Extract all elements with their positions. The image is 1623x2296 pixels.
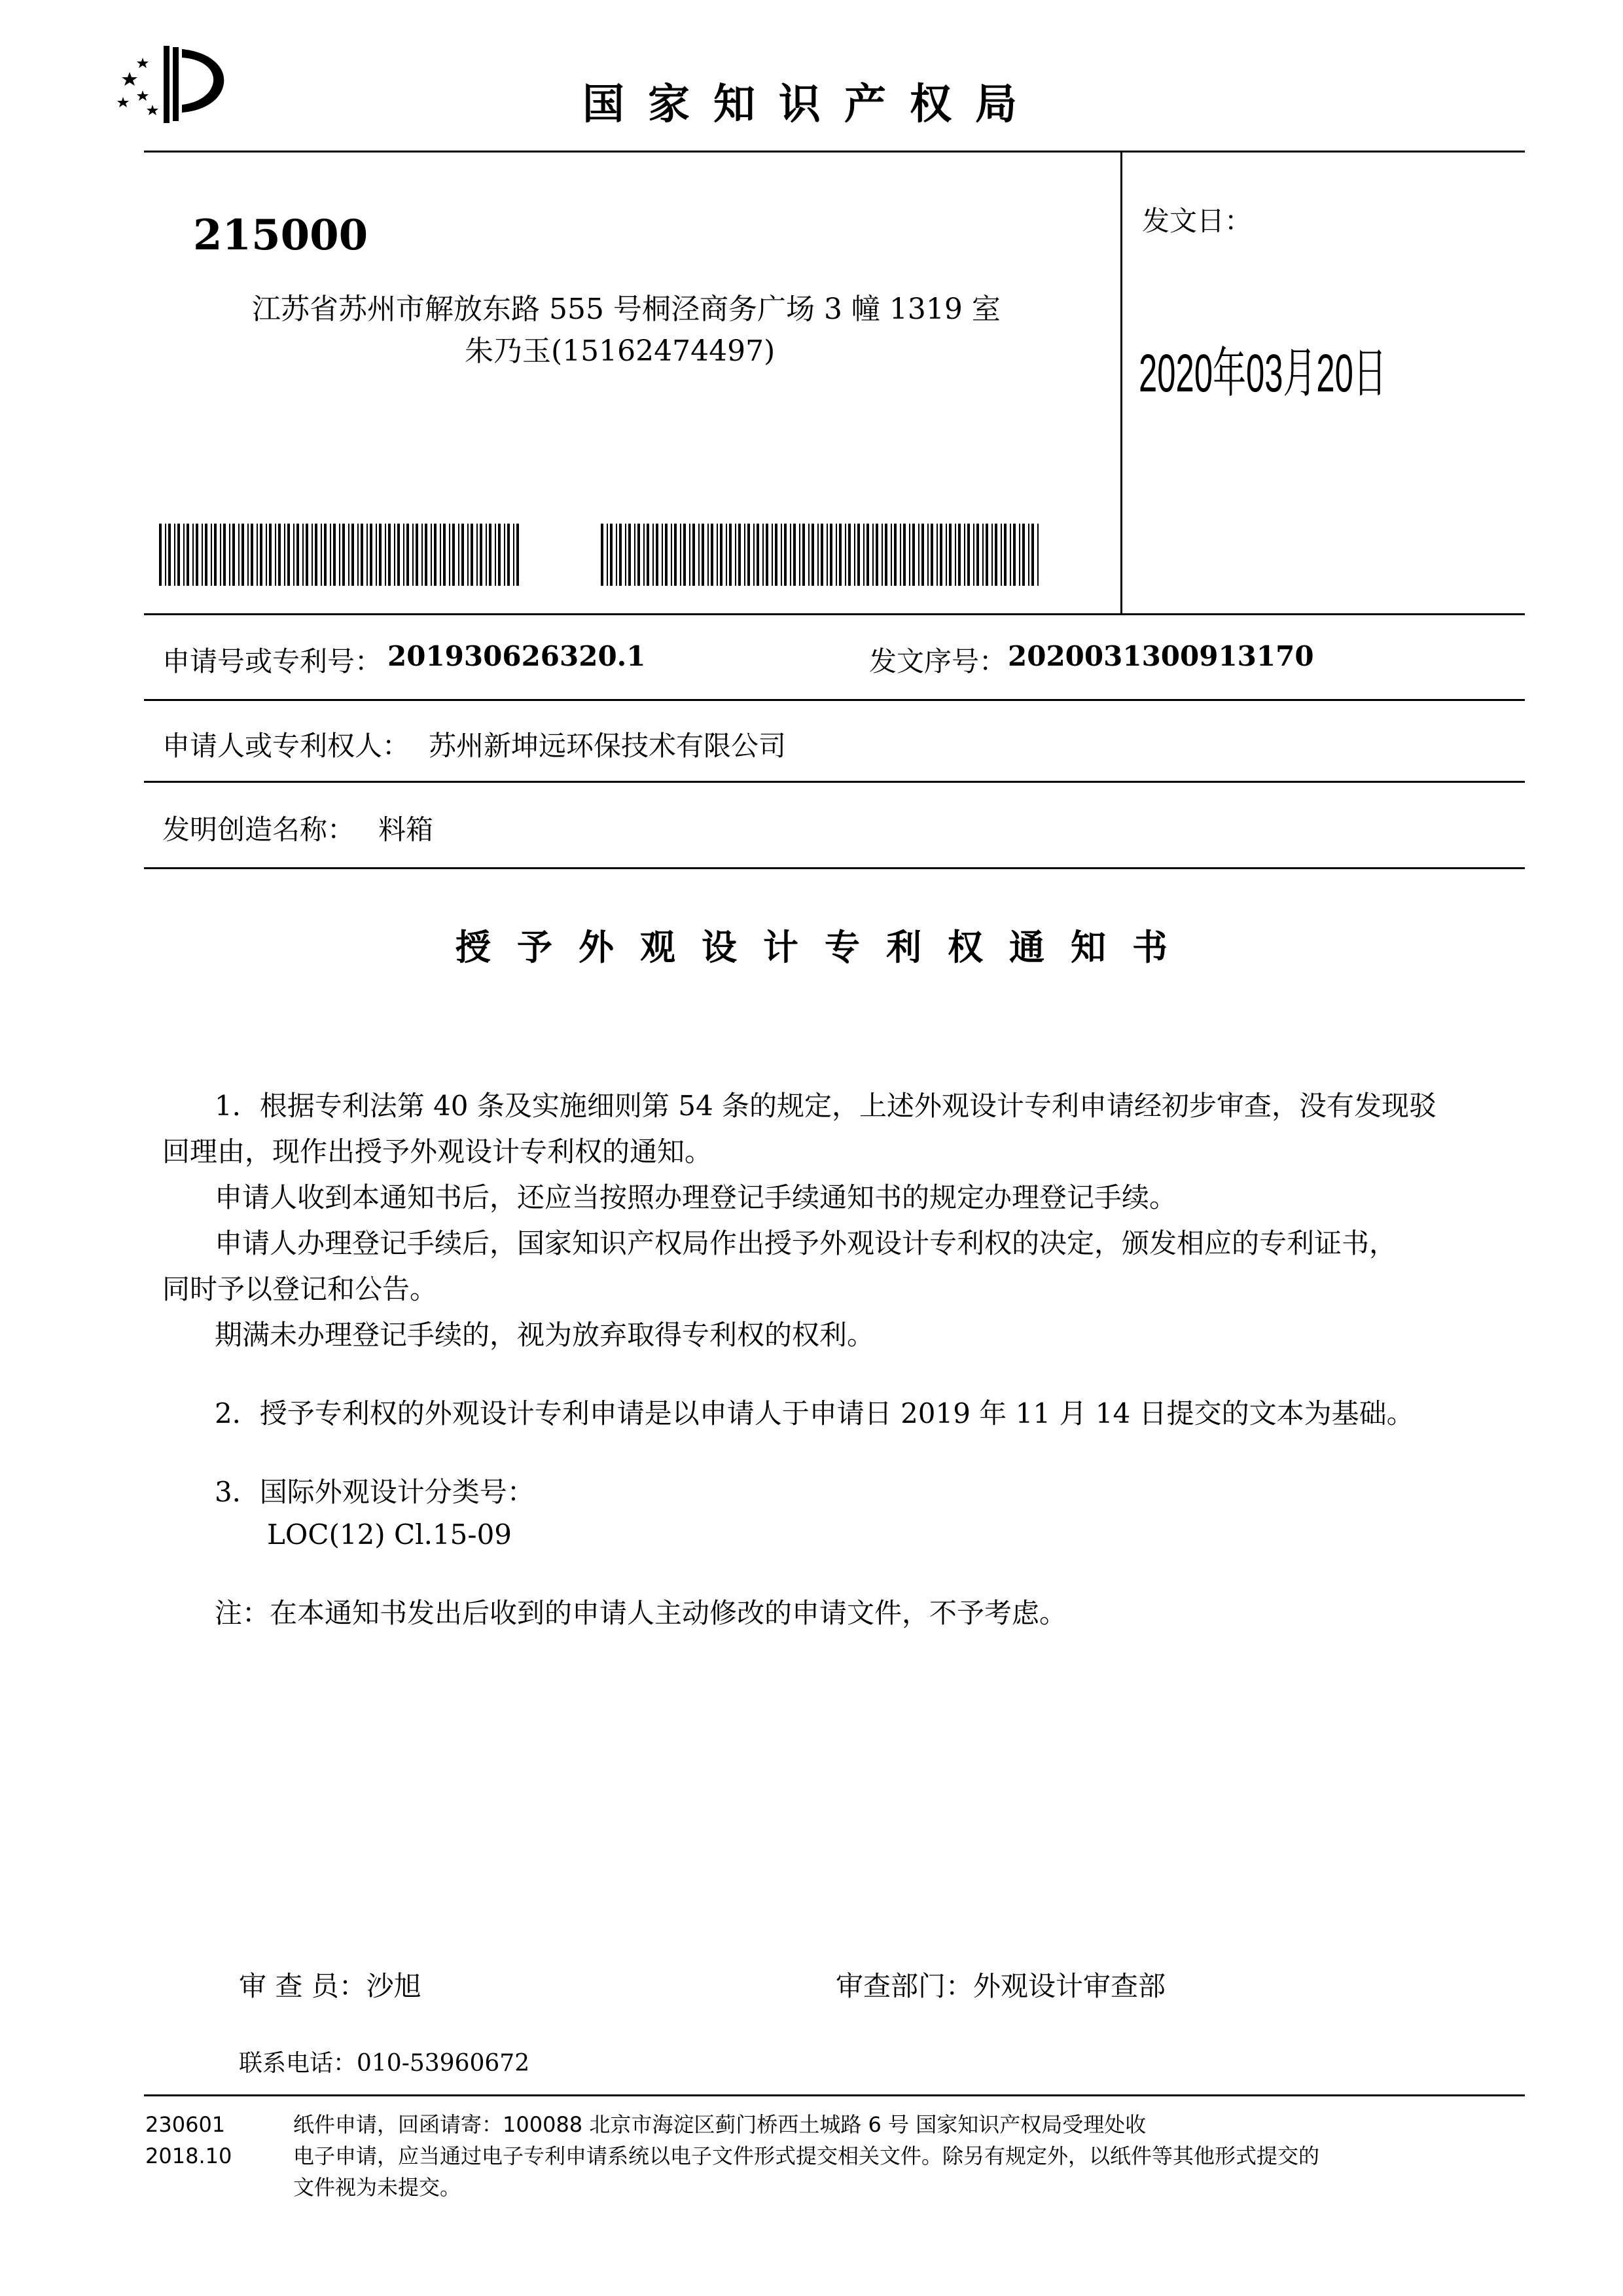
barcode-bar [656,524,658,586]
invention-label: 发明创造名称： [162,814,355,846]
barcode-bar [912,524,915,586]
barcode-bar [348,524,349,586]
barcode-bar [738,524,741,586]
barcode-bar [720,524,722,586]
barcode-bar [882,524,883,586]
barcode-bar [192,524,194,586]
barcode-bar [229,524,230,586]
barcode-bar [643,524,645,586]
barcode-bar [775,524,777,586]
barcode-bar [616,524,617,586]
barcode-bar [431,524,432,586]
barcode-bar [183,524,185,586]
barcode-bar [293,524,294,586]
barcode-bar [513,524,514,586]
barcode-bar [903,524,906,586]
barcode-bar [936,524,938,586]
barcode-bar [665,524,668,586]
barcode-bar [772,524,773,586]
barcode-bar [625,524,626,586]
footer-line-2: 电子申请，应当通过电子专利申请系统以电子文件形式提交相关文件。除另有规定外，以纸件等其他形式提交的 [293,2144,1320,2168]
barcode-bar [385,524,386,586]
barcode-bar [495,524,496,586]
barcode-bar [397,524,400,586]
barcode-bar [790,524,791,586]
barcode-bar [637,524,640,586]
barcode-bar [808,524,810,586]
barcode-bar [986,524,988,586]
barcode-bar [698,524,700,586]
dispatch-date-label: 发文日： [1142,205,1253,237]
barcode-bar [674,524,677,586]
barcode-bar [692,524,695,586]
barcode-bar [461,524,464,586]
barcode-bar [854,524,855,586]
barcode-bar [342,524,345,586]
barcode-bar [781,524,782,586]
barcode-bar [1004,524,1007,586]
application-number-label: 申请号或专利号： [162,645,383,677]
barcode-bar [931,524,933,586]
barcode-bar [278,524,281,586]
barcode-bar [504,524,505,586]
barcode-bar [452,524,455,586]
barcode-bar [366,524,368,586]
barcode-bar [467,524,469,586]
barcode-bar [388,524,391,586]
item-2: 2．授予专利权的外观设计专利申请是以申请人于申请日 2019 年 11 月 14 日提交的文本为基础。 [215,1397,1414,1429]
barcode-bar [324,524,327,586]
barcode-bar [302,524,304,586]
row-divider-3 [144,781,1525,783]
barcode-bar [168,524,171,586]
barcode-bar [480,524,482,586]
barcode-bar [220,524,221,586]
barcode-bar [330,524,331,586]
barcode-bar [812,524,814,586]
paragraph-1-line-1: 1．根据专利法第 40 条及实施细则第 54 条的规定，上述外观设计专利申请经初步审查，没有发现驳 [215,1090,1437,1122]
barcode-bar [177,524,180,586]
barcode-bar [214,524,217,586]
barcode-bar [793,524,796,586]
row-divider-1 [144,613,1525,615]
barcode-bar [238,524,240,586]
barcode-bar [958,524,961,586]
barcode-bar [747,524,750,586]
barcode-bar [257,524,258,586]
barcode-bar [876,524,878,586]
barcode-bar [900,524,901,586]
barcode-bar [601,524,603,586]
barcode-bar [306,524,308,586]
barcode-bar [662,524,663,586]
barcode-bar [333,524,336,586]
notice-title: 授予外观设计专利权通知书 [455,927,1194,968]
barcode-bar [872,524,874,586]
barcode-bar [321,524,322,586]
postcode: 215000 [193,211,368,260]
paragraph-2: 申请人收到本通知书后，还应当按照办理登记手续通知书的规定办理登记手续。 [215,1181,1177,1213]
barcode-bar [458,524,459,586]
barcode-bar [1010,524,1011,586]
barcode-bar [476,524,478,586]
barcode-bar [315,524,317,586]
barcode-bar [683,524,686,586]
barcode-bar [1028,524,1029,586]
barcode-bar [1013,524,1016,586]
barcode-bar [946,524,947,586]
barcode-bar [940,524,942,586]
barcode-bar [964,524,965,586]
barcode-bar [312,524,313,586]
barcode-bar [421,524,423,586]
mailing-address: 江苏省苏州市解放东路 555 号桐泾商务广场 3 幢 1319 室 [252,293,1001,326]
barcode-bar [607,524,608,586]
barcode-bar [357,524,359,586]
barcode-bar [1019,524,1020,586]
form-code: 230601 [145,2112,226,2137]
paragraph-1-line-2: 回理由，现作出授予外观设计专利权的通知。 [162,1136,713,1168]
barcode-bar [489,524,491,586]
barcode-bar [507,524,510,586]
barcode-bar [610,524,613,586]
barcode-bar [284,524,285,586]
barcode-bar [949,524,952,586]
barcode-bar [799,524,800,586]
barcode-bar [762,524,764,586]
barcode-bar [647,524,649,586]
date-divider [1120,152,1122,613]
barcode-bar [634,524,635,586]
barcode-bar [821,524,823,586]
barcode-bar [406,524,409,586]
paragraph-3-line-1: 申请人办理登记手续后，国家知识产权局作出授予外观设计专利权的决定，颁发相应的专利证书， [215,1227,1397,1259]
barcode-bar [891,524,892,586]
note: 注：在本通知书发出后收到的申请人主动修改的申请文件，不予考虑。 [215,1597,1067,1629]
barcode-right [601,524,1041,586]
barcode-bar [757,524,759,586]
form-date: 2018.10 [145,2144,232,2168]
barcode-bar [955,524,956,586]
barcode-bar [995,524,997,586]
barcode-bar [449,524,450,586]
barcode-bar [440,524,441,586]
barcode-bar [753,524,755,586]
barcode-bar [689,524,690,586]
department: 审查部门：外观设计审查部 [836,1970,1166,2002]
barcode-bar [379,524,382,586]
barcode-bar [287,524,290,586]
barcode-bar [766,524,768,586]
barcode-bar [982,524,984,586]
barcode-bar [927,524,929,586]
barcode-bar [717,524,718,586]
application-number-value: 201930626320.1 [387,640,646,672]
barcode-bar [376,524,377,586]
serial-value: 2020031300913170 [1008,640,1314,672]
paragraph-4: 期满未办理登记手续的，视为放弃取得专利权的权利。 [215,1319,875,1351]
barcode-bar [866,524,869,586]
barcode-bar [416,524,418,586]
barcode-bar [211,524,212,586]
barcode-bar [744,524,745,586]
barcode-bar [361,524,363,586]
footer-line-3: 文件视为未提交。 [293,2175,461,2200]
barcode-bar [1031,524,1034,586]
barcode-bar [735,524,736,586]
barcode-bar [251,524,253,586]
barcode-bar [516,524,519,586]
barcode-bar [443,524,446,586]
barcode-bar [702,524,704,586]
barcode-bar [471,524,473,586]
barcode-bar [973,524,974,586]
barcode-bar [232,524,235,586]
dispatch-date-value: 2020年03月20日 [1139,344,1387,403]
barcode-bar [711,524,713,586]
barcode-bar [680,524,681,586]
paragraph-3-line-2: 同时予以登记和公告。 [162,1273,438,1305]
barcode-bar [165,524,166,586]
contact-phone: 联系电话：010-53960672 [239,2050,530,2077]
applicant-label: 申请人或专利权人： [162,730,410,762]
barcode-bar [241,524,244,586]
barcode-bar [921,524,924,586]
barcode-bar [830,524,832,586]
barcode-bar [339,524,340,586]
header-divider [144,151,1525,152]
barcode-bar [918,524,919,586]
barcode-bar [976,524,979,586]
barcode-bar [894,524,897,586]
barcode-bar [498,524,501,586]
barcode-bar [412,524,414,586]
barcode-bar [260,524,262,586]
barcode-bar [885,524,887,586]
barcode-bar [839,524,842,586]
barcode-bar [425,524,427,586]
barcode-bar [619,524,622,586]
row-divider-2 [144,699,1525,701]
barcode-bar [707,524,709,586]
applicant-value: 苏州新坤远环保技术有限公司 [429,730,787,762]
barcode-bar [729,524,732,586]
barcode-bar [802,524,805,586]
barcode-bar [370,524,372,586]
organization-name: 国家知识产权局 [582,81,1041,129]
barcode-bar [269,524,272,586]
barcode-bar [967,524,970,586]
barcode-bar [187,524,189,586]
barcode-bar [628,524,631,586]
barcode-bar [857,524,860,586]
barcode-bar [991,524,993,586]
barcode-bar [671,524,672,586]
barcode-bar [205,524,207,586]
barcode-bar [159,524,162,586]
barcode-bar [434,524,437,586]
barcode-bar [827,524,828,586]
item-3: 3．国际外观设计分类号： [215,1476,535,1508]
barcode-left [159,524,522,586]
barcode-bar [836,524,837,586]
classification: LOC(12) Cl.15-09 [267,1518,512,1551]
recipient: 朱乃玉(15162474497) [465,334,776,368]
row-divider-4 [144,867,1525,869]
barcode-bar [1022,524,1025,586]
barcode-bar [652,524,654,586]
barcode-bar [848,524,851,586]
barcode-bar [1001,524,1002,586]
footer-line-1: 纸件申请，回函请寄：100088 北京市海淀区蓟门桥西土城路 6 号 国家知识产权局受理处收 [293,2112,1147,2137]
barcode-bar [1037,524,1039,586]
barcode-bar [223,524,226,586]
serial-label: 发文序号： [869,645,1007,677]
examiner: 审 查 员：沙旭 [239,1970,421,2002]
barcode-bar [863,524,865,586]
barcode-bar [784,524,787,586]
barcode-bar [266,524,267,586]
barcode-bar [296,524,299,586]
footer-divider [144,2094,1525,2096]
barcode-bar [202,524,203,586]
barcode-bar [174,524,175,586]
barcode-bar [403,524,404,586]
barcode-bar [817,524,819,586]
barcode-bar [726,524,727,586]
barcode-bar [909,524,910,586]
barcode-bar [351,524,354,586]
barcode-bar [275,524,276,586]
barcode-bar [845,524,846,586]
barcode-bar [394,524,395,586]
barcode-bar [247,524,249,586]
invention-value: 料箱 [378,814,434,846]
barcode-bar [196,524,198,586]
barcode-bar [486,524,487,586]
